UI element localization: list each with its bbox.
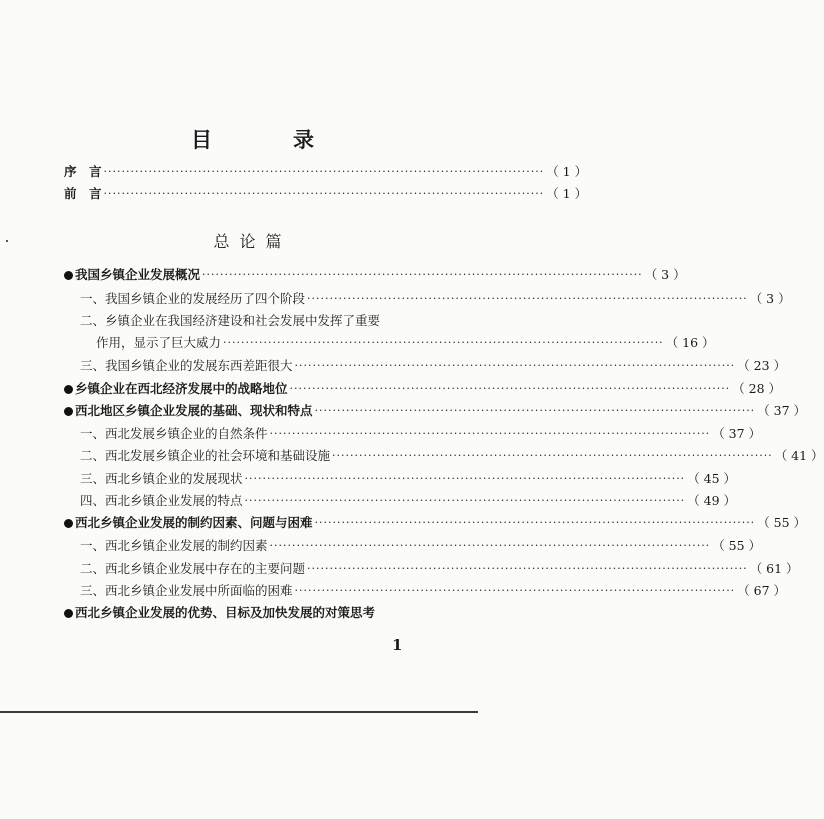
entry-label: 一、我国乡镇企业的发展经历了四个阶段 bbox=[80, 291, 306, 306]
dot-leader: ·································································································· bbox=[103, 187, 545, 200]
entry-label: 西北乡镇企业发展的制约因素、问题与困难 bbox=[75, 515, 313, 530]
dot-leader: ·································································································· bbox=[314, 516, 756, 529]
bottom-rule bbox=[0, 711, 478, 713]
dot-leader: ·································································································· bbox=[314, 404, 756, 417]
entry-page: （ 37 ） bbox=[712, 426, 762, 441]
toc-entry-3-1[interactable] bbox=[80, 425, 762, 443]
bullet-icon bbox=[64, 271, 73, 280]
entry-label: 二、乡镇企业在我国经济建设和社会发展中发挥了重要 bbox=[80, 313, 381, 328]
entry-page: （ 3 ） bbox=[749, 291, 791, 306]
bullet-icon bbox=[64, 407, 73, 416]
entry-page: （ 16 ） bbox=[665, 335, 715, 350]
bullet-icon bbox=[64, 385, 73, 394]
entry-page: （ 49 ） bbox=[687, 493, 737, 508]
entry-label: 我国乡镇企业发展概况 bbox=[75, 267, 201, 282]
dot-leader: ·································································································· bbox=[307, 562, 748, 575]
toc-entry-3-3[interactable] bbox=[80, 470, 737, 488]
dot-leader: ·································································································· bbox=[103, 165, 545, 178]
entry-label: 二、西北乡镇企业发展中存在的主要问题 bbox=[80, 561, 306, 576]
entry-page: （ 3 ） bbox=[644, 267, 686, 282]
dot-leader: ·································································································· bbox=[244, 494, 686, 507]
dot-leader: ·································································································· bbox=[244, 472, 686, 485]
bullet-icon bbox=[64, 519, 73, 528]
entry-page: （ 67 ） bbox=[737, 583, 787, 598]
dot-leader: ·································································································· bbox=[307, 292, 748, 305]
entry-page: （ 55 ） bbox=[712, 538, 762, 553]
toc-entry-chapter-3[interactable] bbox=[64, 402, 807, 420]
entry-label: 西北乡镇企业发展的优势、目标及加快发展的对策思考 bbox=[75, 605, 376, 620]
entry-label: 前 言 bbox=[64, 186, 102, 201]
entry-page: （ 1 ） bbox=[546, 164, 588, 179]
page-number: 1 bbox=[392, 636, 403, 654]
entry-label: 一、西北发展乡镇企业的自然条件 bbox=[80, 426, 268, 441]
toc-entry-1-2-line1[interactable] bbox=[80, 312, 380, 330]
entry-label: 序 言 bbox=[64, 164, 102, 179]
toc-entry-1-3[interactable] bbox=[80, 357, 787, 375]
entry-label: 二、西北发展乡镇企业的社会环境和基础设施 bbox=[80, 448, 331, 463]
toc-entry-chapter-1[interactable] bbox=[64, 266, 686, 284]
bullet-icon bbox=[64, 609, 73, 618]
dot-leader: ·································································································· bbox=[202, 268, 643, 281]
toc-entry-3-2[interactable] bbox=[80, 447, 824, 465]
toc-entry-foreword[interactable] bbox=[64, 185, 588, 203]
toc-entry-preface[interactable] bbox=[64, 163, 588, 181]
toc-entry-4-2[interactable] bbox=[80, 560, 799, 578]
entry-label: 西北地区乡镇企业发展的基础、现状和特点 bbox=[75, 403, 313, 418]
entry-label: 四、西北乡镇企业发展的特点 bbox=[80, 493, 243, 508]
entry-page: （ 28 ） bbox=[732, 381, 782, 396]
dot-leader: ·································································································· bbox=[332, 449, 773, 462]
entry-page: （ 1 ） bbox=[546, 186, 588, 201]
dot-leader: ·································································································· bbox=[289, 382, 731, 395]
entry-page: （ 41 ） bbox=[774, 448, 824, 463]
entry-label: 三、西北乡镇企业的发展现状 bbox=[80, 471, 243, 486]
entry-page: （ 55 ） bbox=[757, 515, 807, 530]
toc-entry-4-1[interactable] bbox=[80, 537, 762, 555]
dot-leader: ·································································································· bbox=[269, 427, 711, 440]
entry-label: 一、西北乡镇企业发展的制约因素 bbox=[80, 538, 268, 553]
entry-label: 三、我国乡镇企业的发展东西差距很大 bbox=[80, 358, 293, 373]
scan-speck bbox=[6, 240, 8, 242]
toc-title: 目 录 bbox=[191, 127, 344, 152]
dot-leader: ·································································································· bbox=[269, 539, 711, 552]
section-heading: 总论篇 bbox=[213, 232, 292, 251]
entry-page: （ 45 ） bbox=[687, 471, 737, 486]
entry-page: （ 37 ） bbox=[757, 403, 807, 418]
toc-entry-3-4[interactable] bbox=[80, 492, 737, 510]
toc-entry-chapter-2[interactable] bbox=[64, 380, 782, 398]
toc-entry-4-3[interactable] bbox=[80, 582, 787, 600]
dot-leader: ·································································································· bbox=[294, 359, 736, 372]
entry-label-continuation: 作用，显示了巨大威力 bbox=[96, 335, 222, 350]
dot-leader: ·································································································· bbox=[294, 584, 736, 597]
dot-leader: ·································································································· bbox=[223, 336, 664, 349]
toc-entry-1-2[interactable] bbox=[96, 334, 715, 352]
entry-label: 三、西北乡镇企业发展中所面临的困难 bbox=[80, 583, 293, 598]
entry-label: 乡镇企业在西北经济发展中的战略地位 bbox=[75, 381, 288, 396]
toc-entry-1-1[interactable] bbox=[80, 290, 791, 308]
entry-page: （ 61 ） bbox=[749, 561, 799, 576]
toc-entry-chapter-4[interactable] bbox=[64, 514, 807, 532]
entry-page: （ 23 ） bbox=[737, 358, 787, 373]
toc-entry-chapter-5[interactable] bbox=[64, 604, 442, 622]
